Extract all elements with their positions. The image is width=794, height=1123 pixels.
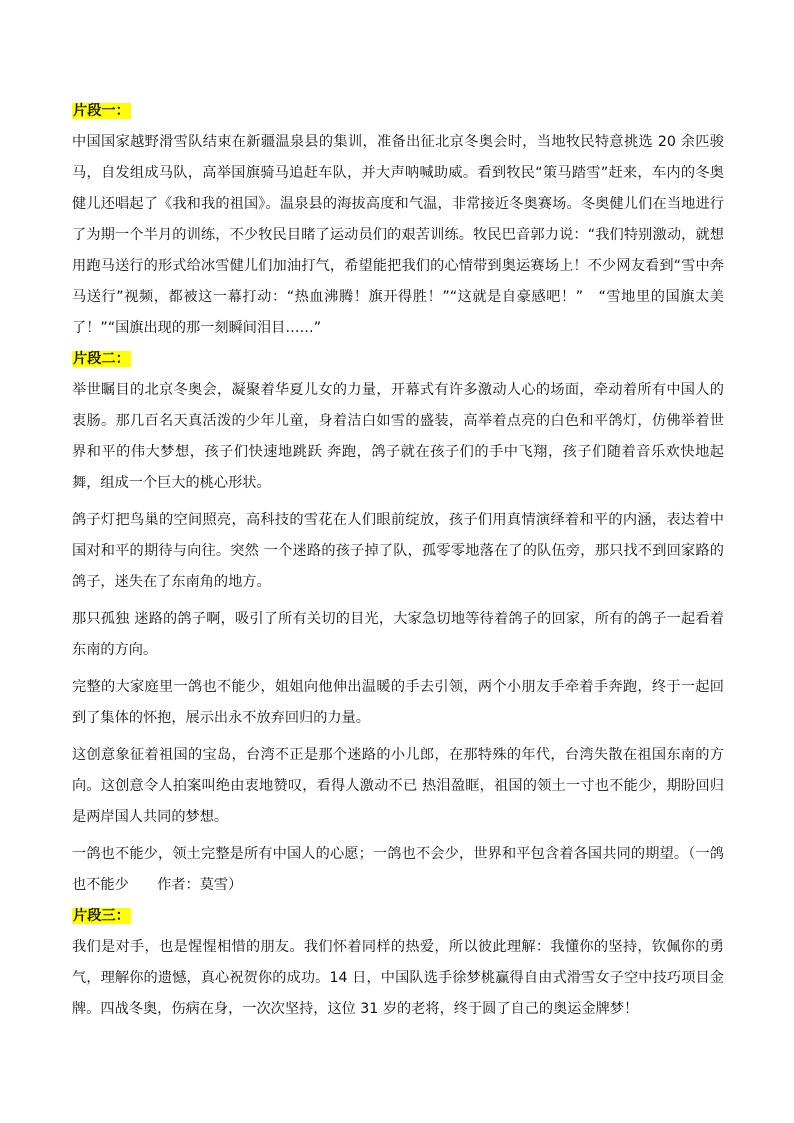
- paragraph: 这创意象征着祖国的宝岛，台湾不正是那个迷路的小儿郎，在那特殊的年代，台湾失散在祖国东南的方向。这创意令人拍案叫绝由衷地赞叹，看得人激动不已 热泪盈眶，祖国的领土一寸也不能少，期盼回归是两岸国人共同的梦想。: [72, 747, 724, 825]
- section-heading-2: 片段二：: [73, 351, 130, 367]
- paragraph: 鸽子灯把鸟巢的空间照亮，高科技的雪花在人们眼前绽放，孩子们用真情演绎着和平的内涵，表达着中国对和平的期待与向往。突然 一个迷路的孩子掉了队，孤零零地落在了的队伍旁，那只找不到回家路的鸽子，迷失在了东南角的地方。: [72, 512, 724, 590]
- document-page: [72, 96, 724, 1025]
- paragraph: 中国国家越野滑雪队结束在新疆温泉县的集训，准备出征北京冬奥会时，当地牧民特意挑选 20 余匹骏马，自发组成马队，高举国旗骑马追赶车队，并大声呐喊助威。看到牧民“策马踏雪”赶来，车内的冬奥健儿还唱起了《我和我的祖国》。温泉县的海拔高度和气温，非常接近冬奥赛场。冬奥健儿们在当地进行了为期一个半月的训练，不少牧民目睹了运动员们的艰苦训练。牧民巴音郭力说：“我们特别激动，就想用跑马送行的形式给冰雪健儿们加油打气，希望能把我们的心情带到奥运赛场上！不少网友看到“雪中奔马送行”视频，都被这一幕打动：“热血沸腾！旗开得胜！”“这就是自豪感吧！” “雪地里的国旗太美了！”“国旗出现的那一刻瞬间泪目……”: [72, 134, 724, 336]
- paragraph: 我们是对手，也是惺惺相惜的朋友。我们怀着同样的热爱，所以彼此理解：我懂你的坚持，钦佩你的勇气，理解你的遗憾，真心祝贺你的成功。14 日，中国队选手徐梦桃赢得自由式滑雪女子空中技巧项目金牌。四战冬奥，伤病在身，一次次坚持，这位 31 岁的老将，终于圆了自己的奥运金牌梦！: [72, 939, 724, 1017]
- paragraph: 举世瞩目的北京冬奥会，凝聚着华夏儿女的力量，开幕式有许多激动人心的场面，牵动着所有中国人的衷肠。那几百名天真活泼的少年儿童，身着洁白如雪的盛装，高举着点亮的白色和平鸽灯，仿佛举着世界和平的伟大梦想，孩子们快速地跳跃 奔跑，鸽子就在孩子们的手中飞翔，孩子们随着音乐欢快地起舞，组成一个巨大的桃心形状。: [72, 382, 724, 491]
- paragraph: 完整的大家庭里一鸽也不能少，姐姐向他伸出温暖的手去引领，两个小朋友手牵着手奔跑，终于一起回到了集体的怀抱，展示出永不放弃回归的力量。: [72, 679, 724, 726]
- paragraph: 一鸽也不能少，领土完整是所有中国人的心愿；一鸽也不会少，世界和平包含着各国共同的期望。（一鸽也不能少 作者：莫雪）: [72, 846, 724, 893]
- section-heading-3: 片段三：: [73, 908, 130, 924]
- section-heading-1: 片段一：: [73, 103, 130, 119]
- paragraph: 那只孤独 迷路的鸽子啊，吸引了所有关切的目光，大家急切地等待着鸽子的回家，所有的鸽子一起看着东南的方向。: [72, 611, 724, 658]
